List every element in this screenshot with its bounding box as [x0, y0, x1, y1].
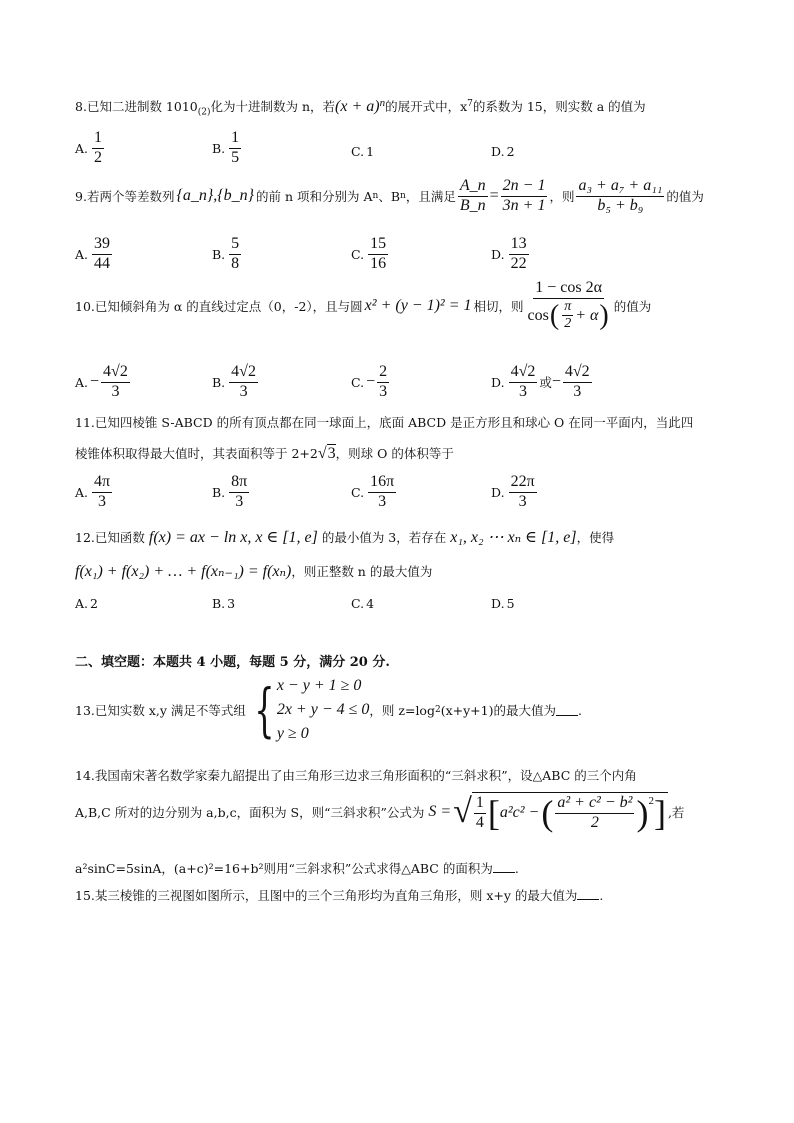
q9-option-d[interactable]: D. $\frac{13}{22}$ [491, 235, 527, 272]
inequality-system: { x − y + 1 ≥ 0 2x + y − 4 ≤ 0 y ≥ 0 [254, 676, 370, 744]
fraction: $\frac{4√2}{3}$ [564, 363, 590, 400]
fraction: $\frac{1}{2}$ [94, 129, 103, 166]
fraction: $\frac{1}{4}$ [475, 794, 484, 831]
q10-circle-eq: x² + (y − 1)² = 1 [364, 297, 472, 315]
fraction: $\frac{5}{8}$ [231, 235, 240, 272]
q12-function: f(x) = ax − ln x, x ∈ [1, e] [148, 529, 318, 546]
q11-line1: 11.已知四棱锥 S-ABCD 的所有顶点都在同一球面上，底面 ABCD 是正方形且和球心 O 在同一平面内，当此四 [75, 415, 694, 430]
fraction: $\frac{22\pi}{3}$ [510, 473, 535, 510]
fraction: $\frac{4√2}{3}$ [510, 363, 536, 400]
q14-line2: A,B,C 所对的边分别为 a,b,c，面积为 S，则“三斜求积”公式为 S = √ $\frac{1}{4}$ [ a²c² − ( $\frac{\text{a² + c² − b²}}{2}$ ) 2 ] ,若 [75, 792, 685, 834]
q12-line1: 12.已知函数 f(x) = ax − ln x, x ∈ [1, e] 的最小值为 3，若存在 x₁, x₂ ⋯ xₙ ∈ [1, e]，使得 [75, 529, 615, 546]
q12-option-b[interactable]: B. 3 [212, 596, 236, 611]
q12-variables: x₁, x₂ ⋯ xₙ ∈ [1, e] [450, 529, 577, 546]
fraction: $\frac{\text{a² + c² − b²}}{2}$ [557, 794, 633, 831]
q8-stem: 8.已知二进制数 $1010_{(2)}$化为十进制数为 n，若$(x + a)^n$的展开式中，$x^7$的系数为 15，则实数 a 的值为 [75, 97, 646, 118]
q10-option-c[interactable]: C. − $\frac{2}{3}$ [351, 363, 388, 400]
answer-blank[interactable] [577, 889, 599, 900]
fraction: $\frac{13}{22}$ [510, 235, 527, 272]
q11-line2: 棱锥体积取得最大值时，其表面积等于 2+2√3，则球 O 的体积等于 [75, 445, 454, 462]
fraction: 1 − cos 2α cos ( $\frac{\pi}{2}$ + α ) [527, 279, 609, 332]
fraction: $\frac{4√2}{3}$ [103, 363, 128, 400]
q8-expr: (x + a) [335, 98, 380, 116]
answer-blank[interactable] [493, 862, 515, 873]
fraction: $\frac{39}{44}$ [94, 235, 111, 272]
q13-stem: 13.已知实数 x,y 满足不等式组 { x − y + 1 ≥ 0 2x + y − 4 ≤ 0 y ≥ 0 ，则 z=log 2 (x+y+1)的最大值为 . [75, 676, 582, 744]
q9-option-b[interactable]: B. $\frac{5}{8}$ [212, 235, 240, 272]
q8-number: 8. [75, 99, 87, 115]
q11-option-d[interactable]: D. $\frac{22\pi}{3}$ [491, 473, 535, 510]
fraction: $\frac{2}{3}$ [379, 363, 388, 400]
fraction: $\frac{\pi}{2}$ [564, 298, 572, 332]
q12-option-c[interactable]: C. 4 [351, 596, 375, 611]
q12-option-a[interactable]: A. 2 [75, 596, 98, 611]
q8-option-d[interactable]: D. 2 [491, 144, 515, 159]
q9-option-c[interactable]: C. $\frac{15}{16}$ [351, 235, 387, 272]
q11-option-a[interactable]: A. $\frac{4\pi}{3}$ [75, 473, 111, 510]
fraction: $\frac{8\pi}{3}$ [231, 473, 248, 510]
fraction: $\frac{4√2}{3}$ [231, 363, 256, 400]
q11-option-c[interactable]: C. $\frac{16\pi}{3}$ [351, 473, 395, 510]
q12-option-d[interactable]: D. 5 [491, 596, 515, 611]
q14-line3: a²sinC=5sinA，(a+c)²=16+b²则用“三斜求积”公式求得△ABC 的面积为 . [75, 861, 519, 876]
q10-option-d[interactable]: D. $\frac{4√2}{3}$ 或 − $\frac{4√2}{3}$ [491, 363, 590, 400]
q10-stem: 10. 已知倾斜角为 α 的直线过定点（0，-2），且与圆 x² + (y − 1)² = 1 相切，则 1 − cos 2α cos ( $\frac{\pi}{2}$ + α ) 的值为 [75, 279, 652, 332]
section-heading: 二、填空题：本题共 4 小题，每题 5 分，满分 20 分. [75, 655, 390, 670]
q9-option-a[interactable]: A. $\frac{39}{44}$ [75, 235, 111, 272]
q15-stem: 15.某三棱锥的三视图如图所示，且图中的三个三角形均为直角三角形，则 x+y 的最大值为 . [75, 888, 604, 903]
q14-line1: 14.我国南宋著名数学家秦九韶提出了由三角形三边求三角形面积的“三斜求积”，设△ABC 的三个内角 [75, 768, 637, 783]
q9-stem: 9. 若两个等差数列 {a_n},{b_n} 的前 n 项和分别为 A n 、B n ，且满足 $\frac{A\_n}{B\_n}$ = $\frac{2n - 1}{3n + 1}$ ，则 $\frac{\text{a₃ + a₇ + a₁₁}}{\text{b₅ + b₉}}$ 的值为 [75, 177, 704, 214]
fraction: $\frac{4\pi}{3}$ [94, 473, 111, 510]
left-brace: { [254, 676, 275, 744]
q8-option-a[interactable]: A. $\frac{1}{2}$ [75, 129, 103, 166]
q10-option-b[interactable]: B. $\frac{4√2}{3}$ [212, 363, 256, 400]
q10-option-a[interactable]: A. − $\frac{4√2}{3}$ [75, 363, 128, 400]
fraction: $\frac{2n - 1}{3n + 1}$ [502, 177, 546, 214]
answer-blank[interactable] [556, 705, 578, 716]
fraction: $\frac{A\_n}{B\_n}$ [459, 177, 486, 214]
q8-option-c[interactable]: C. 1 [351, 144, 375, 159]
q11-option-b[interactable]: B. $\frac{8\pi}{3}$ [212, 473, 248, 510]
q12-line2: f(x₁) + f(x₂) + … + f(xₙ₋₁) = f(xₙ)，则正整数 n 的最大值为 [75, 563, 433, 580]
fraction: $\frac{15}{16}$ [370, 235, 387, 272]
fraction: $\frac{16\pi}{3}$ [370, 473, 395, 510]
fraction: $\frac{\text{a₃ + a₇ + a₁₁}}{\text{b₅ + b₉}}$ [578, 177, 663, 214]
q12-equation: f(x₁) + f(x₂) + … + f(xₙ₋₁) = f(xₙ) [75, 563, 292, 580]
q8-option-b[interactable]: B. $\frac{1}{5}$ [212, 129, 240, 166]
fraction: $\frac{1}{5}$ [231, 129, 240, 166]
q9-sequences: {a_n},{b_n} [176, 187, 255, 205]
